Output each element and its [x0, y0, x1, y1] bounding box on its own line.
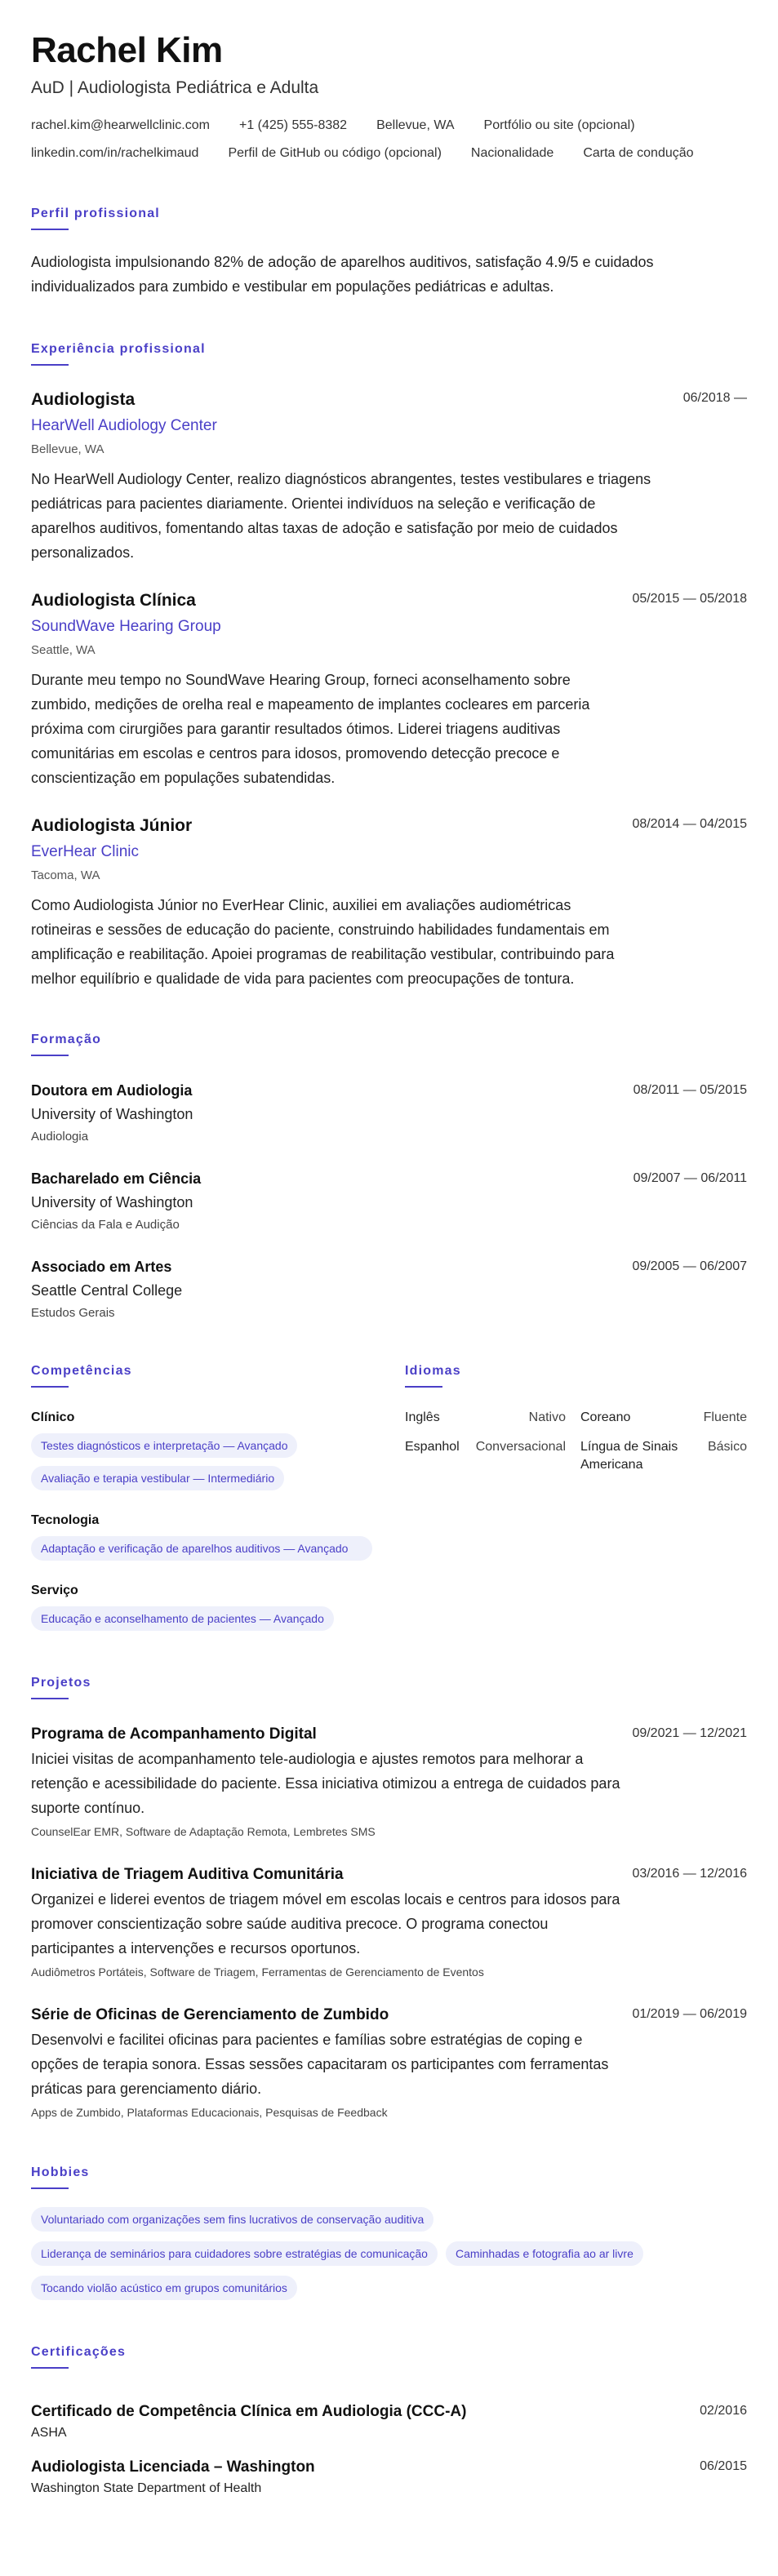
job-dates: 06/2018 — — [682, 391, 747, 405]
certification-date: 06/2015 — [700, 2459, 747, 2473]
section-title: Perfil profissional — [31, 207, 160, 220]
contact-github[interactable]: Perfil de GitHub ou código (opcional) — [228, 146, 442, 160]
hobby-pill-list — [31, 2207, 749, 2300]
job-title: Audiologista — [31, 390, 136, 409]
skill-group-title: Tecnologia — [31, 1513, 100, 1527]
skill-pill: Avaliação e terapia vestibular — Intermediário — [31, 1466, 284, 1490]
project-item — [31, 2005, 747, 2121]
section-divider — [31, 1055, 69, 1056]
hobby-pill: Caminhadas e fotografia ao ar livre — [446, 2241, 643, 2266]
education-dates: 08/2011 — 05/2015 — [633, 1083, 747, 1097]
skill-group-title: Serviço — [31, 1583, 78, 1597]
school-name: University of Washington — [31, 1194, 193, 1210]
section-divider — [31, 1698, 69, 1699]
section-title: Projetos — [31, 1676, 91, 1690]
languages-section — [405, 1363, 747, 1631]
skill-pill: Educação e aconselhamento de pacientes — Avançado — [31, 1606, 334, 1631]
language-name: Espanhol — [405, 1440, 460, 1454]
degree-title: Doutora em Audiologia — [31, 1082, 193, 1099]
resume-header — [31, 29, 747, 162]
degree-title: Bacharelado em Ciência — [31, 1170, 202, 1187]
project-item — [31, 1864, 747, 1980]
project-tech: Audiômetros Portáteis, Software de Triagem, Ferramentas de Gerenciamento de Eventos — [31, 1965, 484, 1979]
project-dates: 03/2016 — 12/2016 — [632, 1867, 747, 1881]
project-name: Programa de Acompanhamento Digital — [31, 1725, 317, 1743]
skill-pill-list — [31, 1536, 405, 1561]
school-name: Seattle Central College — [31, 1282, 183, 1299]
job-description: No HearWell Audiology Center, realizo diagnósticos abrangentes, testes vestibulares e triagens pediátricas para pacientes diariamente. Orientei indivíduos na seleção e verificação de aparelhos auditivos, fomentando altas taxas de adoção e satisfação por meio de cuidados personalizados. — [31, 471, 651, 561]
skill-pill-list — [31, 1606, 405, 1631]
project-dates: 01/2019 — 06/2019 — [632, 2007, 747, 2021]
job-location: Bellevue, WA — [31, 442, 104, 456]
contact-nationality: Nacionalidade — [470, 146, 554, 160]
section-title: Hobbies — [31, 2165, 90, 2179]
language-level: Nativo — [528, 1410, 566, 1424]
project-dates: 09/2021 — 12/2021 — [632, 1726, 747, 1740]
project-tech: CounselEar EMR, Software de Adaptação Remota, Lembretes SMS — [31, 1825, 376, 1838]
skill-pill: Adaptação e verificação de aparelhos auditivos — Avançado — [31, 1536, 372, 1561]
contact-list — [31, 118, 747, 162]
education-dates: 09/2005 — 06/2007 — [632, 1259, 747, 1273]
section-title: Experiência profissional — [31, 342, 206, 356]
experience-item — [31, 389, 747, 565]
job-location: Tacoma, WA — [31, 868, 100, 882]
section-divider — [405, 1386, 442, 1388]
language-name: Coreano — [580, 1410, 631, 1424]
contact-phone[interactable]: +1 (425) 555-8382 — [238, 118, 348, 132]
company-name: HearWell Audiology Center — [31, 417, 217, 434]
section-title: Certificações — [31, 2345, 127, 2359]
contact-linkedin[interactable]: linkedin.com/in/rachelkimaud — [31, 146, 199, 160]
job-description: Como Audiologista Júnior no EverHear Clinic, auxiliei em avaliações audiométricas rotineiras e sessões de educação do paciente, construindo habilidades fundamentais em amplificação e reabilitação. Apoiei programas de reabilitação vestibular, contribuindo para melhor equilíbrio e qualidade de vida para pacientes com preocupações de tontura. — [31, 897, 615, 987]
candidate-name: Rachel Kim — [31, 30, 223, 70]
section-divider — [31, 229, 69, 230]
company-name: SoundWave Hearing Group — [31, 618, 221, 635]
school-name: University of Washington — [31, 1106, 193, 1122]
section-divider — [31, 2187, 69, 2189]
job-title: Audiologista Clínica — [31, 591, 196, 610]
summary-text: Audiologista impulsionando 82% de adoção de aparelhos auditivos, satisfação 4.9/5 e cuidados individualizados para zumbido e vestibular em populações pediátricas e adultas. — [31, 254, 654, 295]
language-level: Conversacional — [475, 1440, 566, 1454]
section-title: Idiomas — [405, 1364, 461, 1378]
language-level: Fluente — [703, 1410, 747, 1424]
language-list — [405, 1409, 747, 1474]
section-divider — [31, 364, 69, 366]
hobbies-section — [31, 2165, 747, 2300]
contact-driving-license: Carta de condução — [583, 146, 694, 160]
project-tech: Apps de Zumbido, Plataformas Educacionais, Pesquisas de Feedback — [31, 2106, 388, 2119]
hobby-pill: Voluntariado com organizações sem fins lucrativos de conservação auditiva — [31, 2207, 433, 2232]
project-description: Desenvolvi e facilitei oficinas para pacientes e famílias sobre estratégias de coping e opções de terapia sonora. Essas sessões capacitaram os participantes com ferramentas práticas para gerenciamento diário. — [31, 2032, 609, 2097]
field-of-study: Estudos Gerais — [31, 1306, 115, 1320]
education-item — [31, 1257, 747, 1322]
degree-title: Associado em Artes — [31, 1259, 172, 1275]
contact-location: Bellevue, WA — [376, 118, 455, 132]
hobby-pill: Tocando violão acústico em grupos comunitários — [31, 2276, 297, 2300]
contact-email[interactable]: rachel.kim@hearwellclinic.com — [31, 118, 210, 132]
education-section — [31, 1032, 747, 1322]
certification-name: Audiologista Licenciada – Washington — [31, 2458, 315, 2476]
hobby-pill: Liderança de seminários para cuidadores sobre estratégias de comunicação — [31, 2241, 438, 2266]
job-location: Seattle, WA — [31, 643, 96, 657]
job-dates: 08/2014 — 04/2015 — [632, 817, 747, 831]
language-name: Língua de Sinais Americana — [580, 1440, 678, 1472]
project-description: Organizei e liderei eventos de triagem móvel em escolas locais e centros para idosos para promover conscientização sobre saúde auditiva precoce. O programa conectou participantes a intervenções e recursos oportunos. — [31, 1891, 620, 1956]
project-description: Iniciei visitas de acompanhamento tele-audiologia e ajustes remotos para melhorar a retenção e acessibilidade do paciente. Essa iniciativa otimizou a entrega de cuidados para suporte contínuo. — [31, 1751, 620, 1816]
language-row — [405, 1409, 747, 1427]
certification-issuer: Washington State Department of Health — [31, 2481, 262, 2495]
job-title: Audiologista Júnior — [31, 816, 193, 835]
certification-item — [31, 2401, 747, 2442]
project-name: Iniciativa de Triagem Auditiva Comunitária — [31, 1866, 344, 1883]
language-row — [405, 1438, 747, 1474]
field-of-study: Ciências da Fala e Audição — [31, 1218, 180, 1232]
project-item — [31, 1724, 747, 1840]
certification-issuer: ASHA — [31, 2426, 67, 2440]
skills-section — [31, 1363, 405, 1631]
experience-section — [31, 341, 747, 991]
certification-date: 02/2016 — [700, 2404, 747, 2418]
section-title: Competências — [31, 1364, 132, 1378]
education-dates: 09/2007 — 06/2011 — [633, 1171, 747, 1185]
certification-item — [31, 2457, 747, 2498]
skill-group-title: Clínico — [31, 1410, 75, 1424]
language-level: Básico — [707, 1440, 747, 1454]
experience-item — [31, 589, 747, 790]
language-name: Inglês — [405, 1410, 440, 1424]
candidate-headline: AuD | Audiologista Pediátrica e Adulta — [31, 78, 319, 97]
company-name: EverHear Clinic — [31, 843, 139, 860]
contact-portfolio[interactable]: Portfólio ou site (opcional) — [483, 118, 635, 132]
job-dates: 05/2015 — 05/2018 — [632, 592, 747, 606]
education-item — [31, 1081, 747, 1146]
section-divider — [31, 2367, 69, 2369]
summary-section — [31, 206, 747, 299]
job-description: Durante meu tempo no SoundWave Hearing Group, forneci aconselhamento sobre zumbido, medições de orelha real e mapeamento de implantes cocleares em parceria próxima com cirurgiões para garantir resultados ótimos. Liderei triagens auditivas comunitárias em escolas e centros para idosos, promovendo detecção precoce e conscientização em populações subatendidas. — [31, 672, 590, 786]
skill-pill-list — [31, 1433, 405, 1490]
section-divider — [31, 1386, 69, 1388]
section-title: Formação — [31, 1033, 102, 1046]
certification-name: Certificado de Competência Clínica em Audiologia (CCC-A) — [31, 2403, 467, 2420]
education-item — [31, 1169, 747, 1234]
field-of-study: Audiologia — [31, 1130, 89, 1144]
skill-pill: Testes diagnósticos e interpretação — Avançado — [31, 1433, 297, 1458]
certifications-section — [31, 2344, 747, 2498]
project-name: Série de Oficinas de Gerenciamento de Zumbido — [31, 2006, 389, 2023]
skills-languages-row — [31, 1363, 747, 1631]
experience-item — [31, 815, 747, 991]
projects-section — [31, 1675, 747, 2121]
